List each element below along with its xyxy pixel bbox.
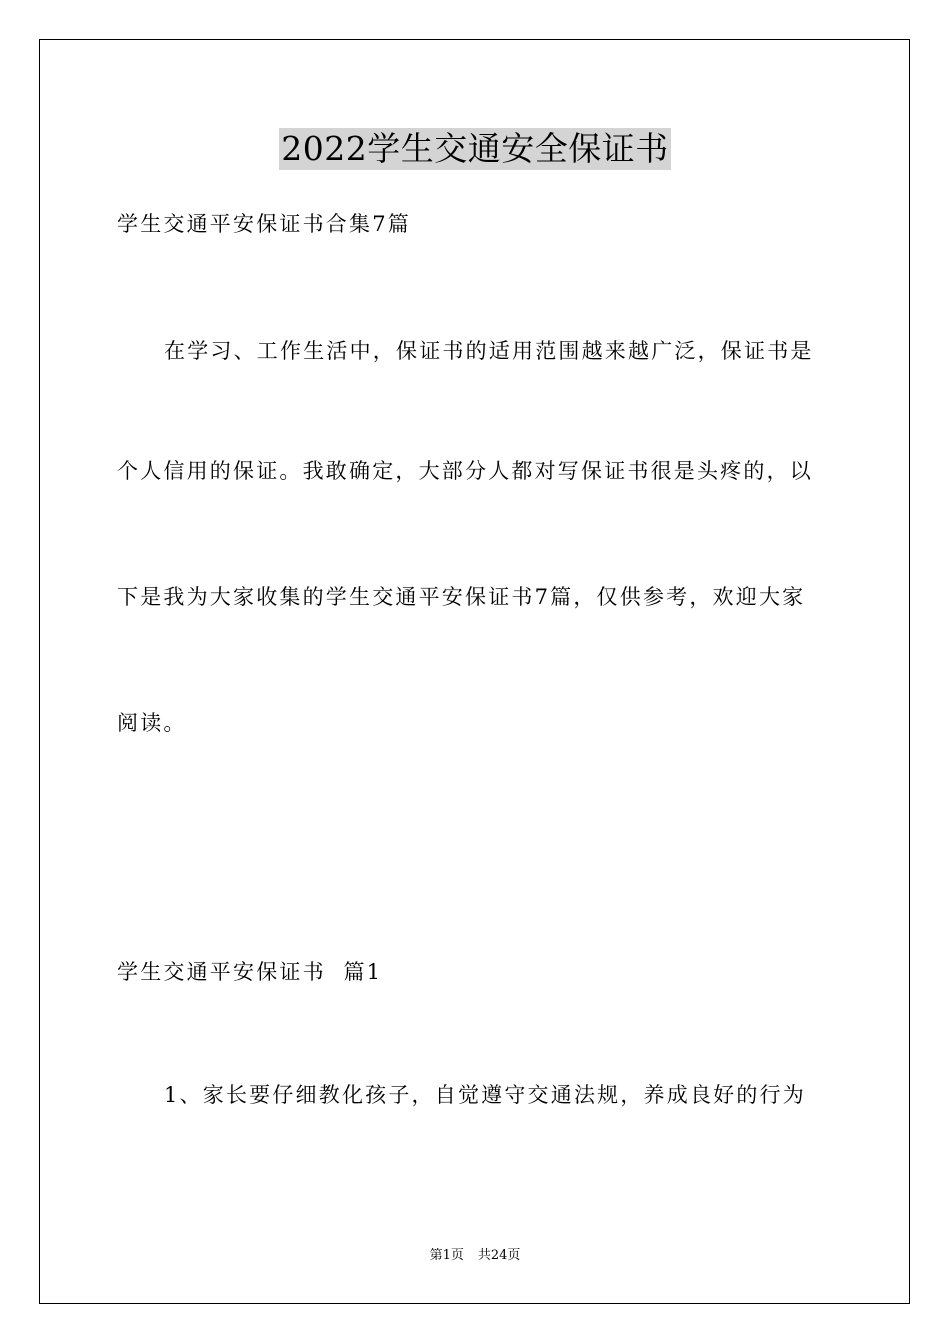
intro-line-2: 个人信用的保证。我敢确定，大部分人都对写保证书很是头疼的，以 [117,459,813,483]
document-subtitle: 学生交通平安保证书合集7篇 [117,212,411,236]
document-title: 2022学生交通安全保证书 [281,129,669,168]
intro-line-1: 在学习、工作生活中，保证书的适用范围越来越广泛，保证书是 [164,339,814,363]
page-number: 第1页 [429,1248,464,1263]
intro-line-4: 阅读。 [117,711,187,735]
page-total: 共24页 [477,1248,521,1263]
intro-line-3: 下是我为大家收集的学生交通平安保证书7篇，仅供参考，欢迎大家 [117,585,806,609]
section-heading: 学生交通平安保证书 篇1 [117,960,383,984]
title-container [0,128,950,170]
page-footer [0,1248,950,1264]
section-first-line: 1、家长要仔细教化孩子，自觉遵守交通法规，养成良好的行为 [164,1083,806,1107]
